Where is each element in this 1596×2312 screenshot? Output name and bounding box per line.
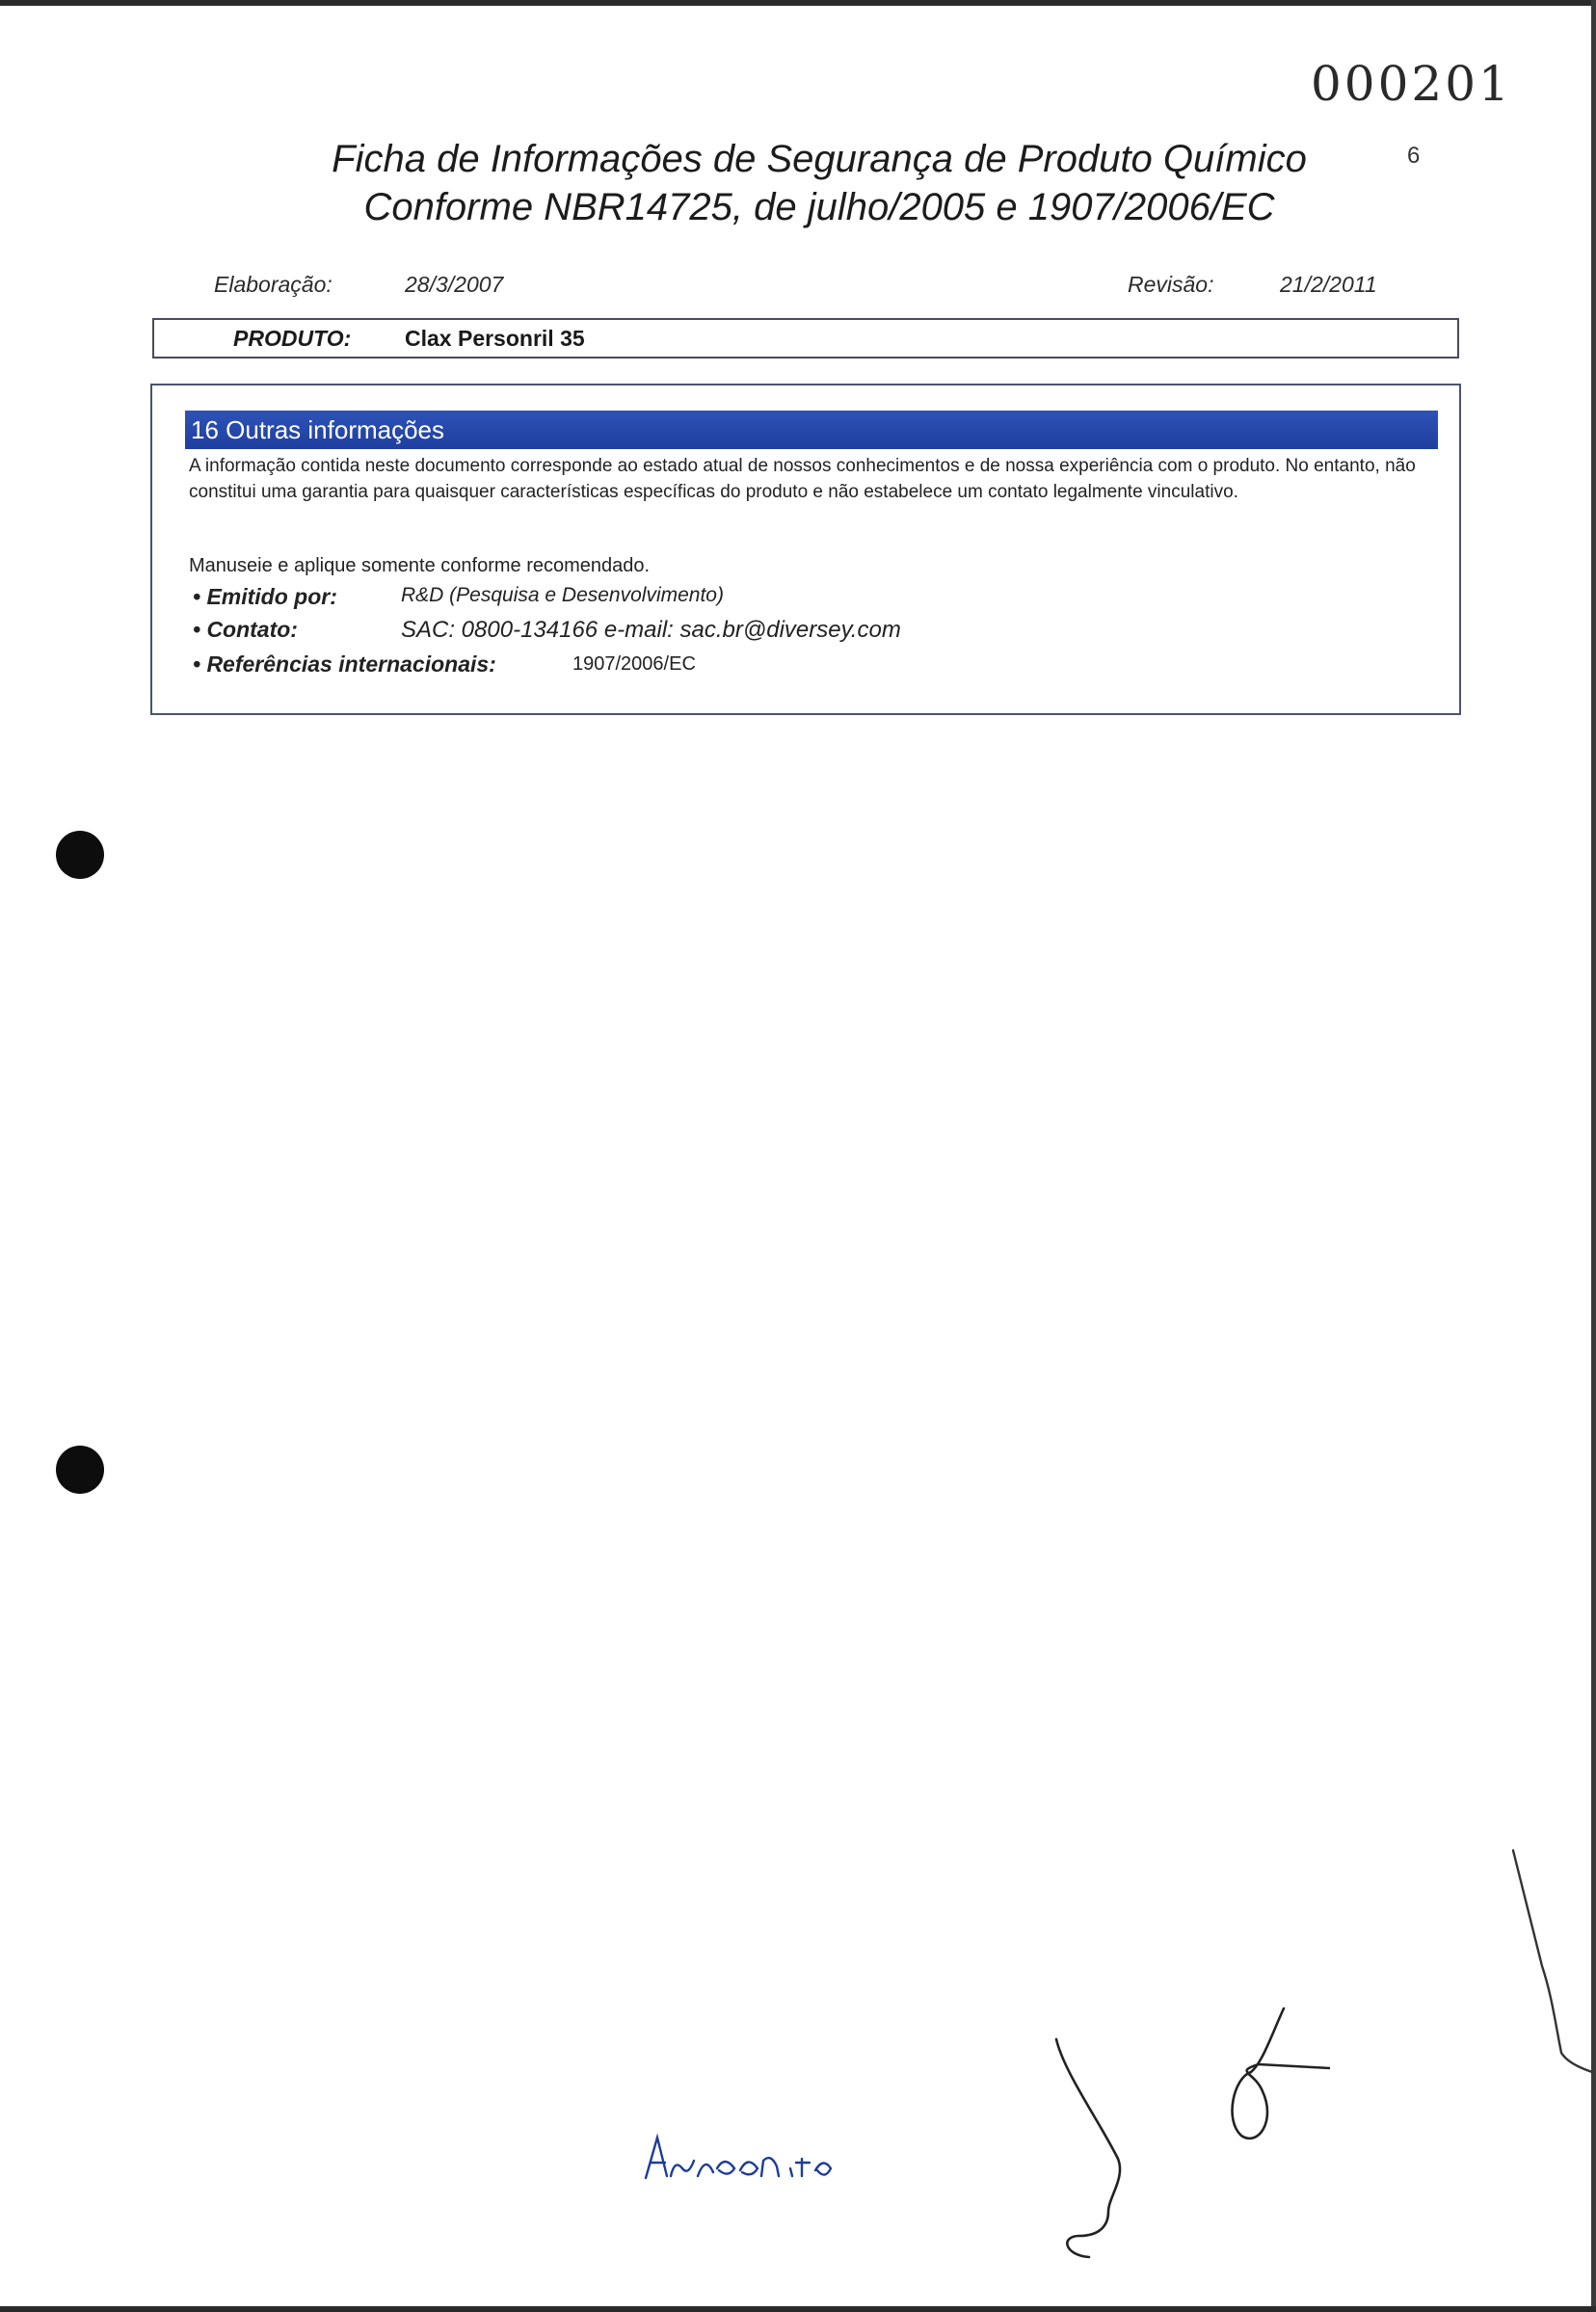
initials-handwriting: [1041, 2005, 1330, 2294]
product-label: PRODUTO:: [233, 326, 352, 351]
binder-hole-top: [56, 831, 104, 879]
product-box: [152, 318, 1459, 359]
handling-note: Manuseie e aplique somente conforme recomendado.: [189, 555, 651, 576]
elaboracao-value: 28/3/2007: [405, 272, 504, 297]
revisao-value: 21/2/2011: [1280, 272, 1377, 297]
item-value: R&D (Pesquisa e Desenvolvimento): [401, 584, 724, 606]
section-16-box: [150, 384, 1461, 715]
page-number: 6: [1407, 143, 1421, 169]
product-name: Clax Personril 35: [405, 326, 585, 351]
document-title: [241, 135, 1397, 231]
item-label: • Contato:: [193, 617, 298, 642]
section-16-header: 16 Outras informações: [185, 411, 1438, 449]
item-label: • Referências internacionais:: [193, 651, 496, 677]
item-label: • Emitido por:: [193, 584, 337, 609]
elaboracao-label: Elaboração:: [214, 272, 332, 297]
margin-pen-mark: [1503, 1831, 1596, 2082]
section-16-paragraph: A informação contida neste documento corresponde ao estado atual de nossos conhecimentos e de nossa experiência com o produto. No entanto, não constitui uma garantia para quaisquer características específicas do produto e não estabelece um contato legalmente vinculativo.: [189, 456, 1416, 502]
binder-hole-bottom: [56, 1446, 104, 1494]
item-value: SAC: 0800-134166 e-mail: sac.br@diversey.com: [401, 617, 901, 643]
page-edge-top: [0, 0, 1596, 6]
item-contato: [193, 617, 901, 643]
item-emitido-por: [193, 584, 724, 610]
page-edge-bottom: [0, 2306, 1596, 2312]
title-line-2: Conforme NBR14725, de julho/2005 e 1907/2006/EC: [363, 186, 1275, 228]
item-referencias: [193, 651, 696, 678]
revisao-label: Revisão:: [1128, 272, 1214, 297]
item-value: 1907/2006/EC: [572, 653, 696, 675]
title-line-1: Ficha de Informações de Segurança de Produto Químico: [332, 138, 1307, 180]
signature-handwriting: [617, 2120, 867, 2197]
stamp-number: 000201: [1311, 56, 1512, 112]
